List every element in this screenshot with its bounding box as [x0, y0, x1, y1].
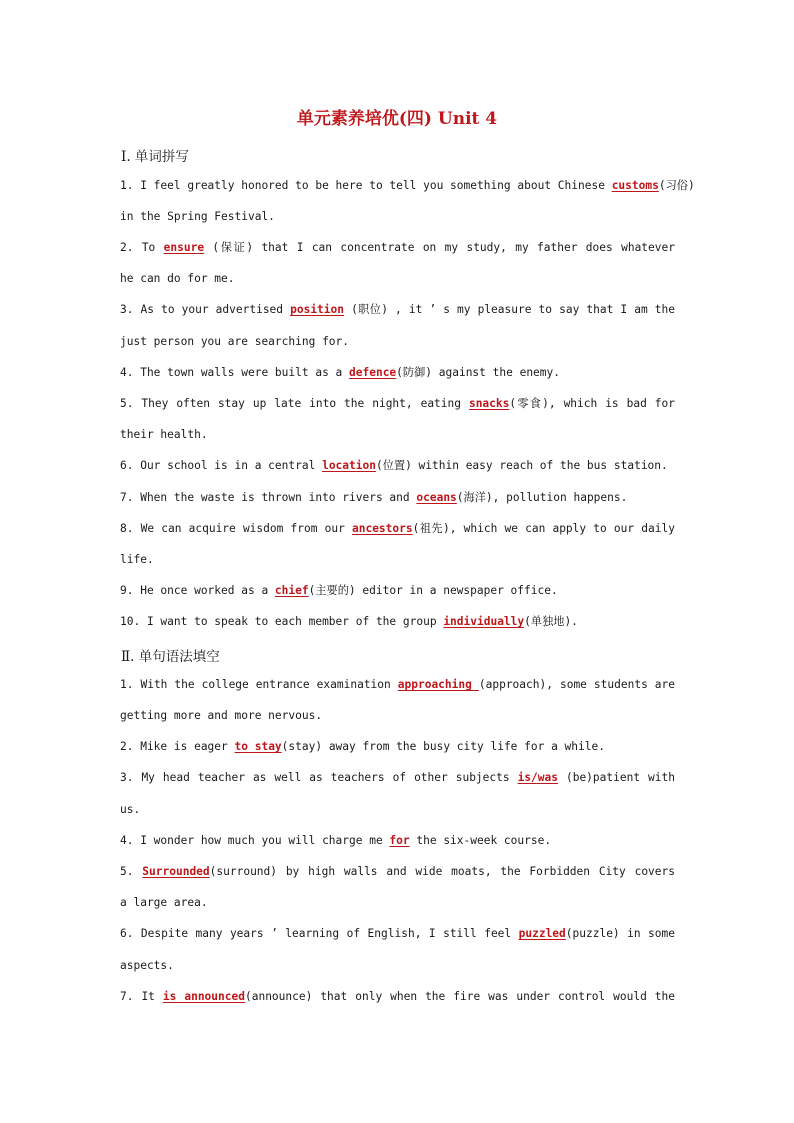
answer: position: [290, 303, 344, 316]
question-line: life.: [120, 553, 154, 566]
question-line: 3. My head teacher as well as teachers of other subjects is/was (be)patient with: [120, 771, 675, 784]
question-line: 2. Mike is eager to stay(stay) away from the busy city life for a while.: [120, 740, 605, 753]
question-line: 9. He once worked as a chief(主要的) editor in a newspaper office.: [120, 584, 558, 597]
answer: chief: [274, 584, 309, 597]
answer: location: [322, 459, 376, 472]
question-line: in the Spring Festival.: [120, 210, 275, 223]
answer: ancestors: [351, 522, 413, 535]
answer: ensure: [163, 241, 205, 254]
question-line: 3. As to your advertised position (职位) , it ’ s my pleasure to say that I am the: [120, 303, 675, 316]
question-line: he can do for me.: [120, 272, 235, 285]
question-line: 1. With the college entrance examination approaching (approach), some students are: [120, 678, 676, 691]
question-line: 5. They often stay up late into the night, eating snacks(零食), which is bad for: [120, 397, 675, 410]
question-line: 7. When the waste is thrown into rivers and oceans(海洋), pollution happens.: [120, 491, 628, 504]
section-heading-spelling: Ⅰ. 单词拼写: [121, 149, 189, 165]
question-line: 4. I wonder how much you will charge me for the six-week course.: [120, 834, 552, 847]
answer: oceans: [416, 491, 457, 504]
question-line: 5. Surrounded(surround) by high walls and wide moats, the Forbidden City covers: [120, 865, 675, 878]
question-line: 6. Our school is in a central location(位置) within easy reach of the bus station.: [120, 459, 668, 472]
question-line: a large area.: [120, 896, 208, 909]
answer: individually: [443, 615, 525, 628]
question-line: 1. I feel greatly honored to be here to tell you something about Chinese customs(习俗): [120, 179, 695, 192]
question-line: 4. The town walls were built as a defence(防御) against the enemy.: [120, 366, 560, 379]
answer: Surrounded: [142, 865, 210, 878]
question-line: just person you are searching for.: [120, 335, 350, 348]
section-heading-grammar: Ⅱ. 单句语法填空: [121, 649, 220, 665]
answer: approaching: [397, 678, 479, 691]
question-line: 6. Despite many years ’ learning of English, I still feel puzzled(puzzle) in some: [120, 927, 675, 940]
question-line: 7. It is announced(announce) that only when the fire was under control would the: [120, 990, 675, 1003]
question-line: aspects.: [120, 959, 174, 972]
answer: is/was: [517, 771, 558, 784]
question-line: 8. We can acquire wisdom from our ancestors(祖先), which we can apply to our daily: [120, 522, 675, 535]
question-line: 10. I want to speak to each member of the group individually(单独地).: [120, 615, 578, 628]
answer: for: [389, 834, 410, 847]
question-line: their health.: [120, 428, 208, 441]
answer: puzzled: [518, 927, 566, 940]
question-line: getting more and more nervous.: [120, 709, 323, 722]
answer: snacks: [468, 397, 510, 410]
question-line: us.: [120, 803, 141, 816]
answer: customs: [611, 179, 659, 192]
question-line: 2. To ensure (保证) that I can concentrate on my study, my father does whatever: [120, 241, 675, 254]
page-title: 单元素养培优(四) Unit 4: [296, 109, 498, 129]
answer: defence: [349, 366, 397, 379]
answer: to stay: [234, 740, 282, 753]
answer: is announced: [162, 990, 245, 1003]
